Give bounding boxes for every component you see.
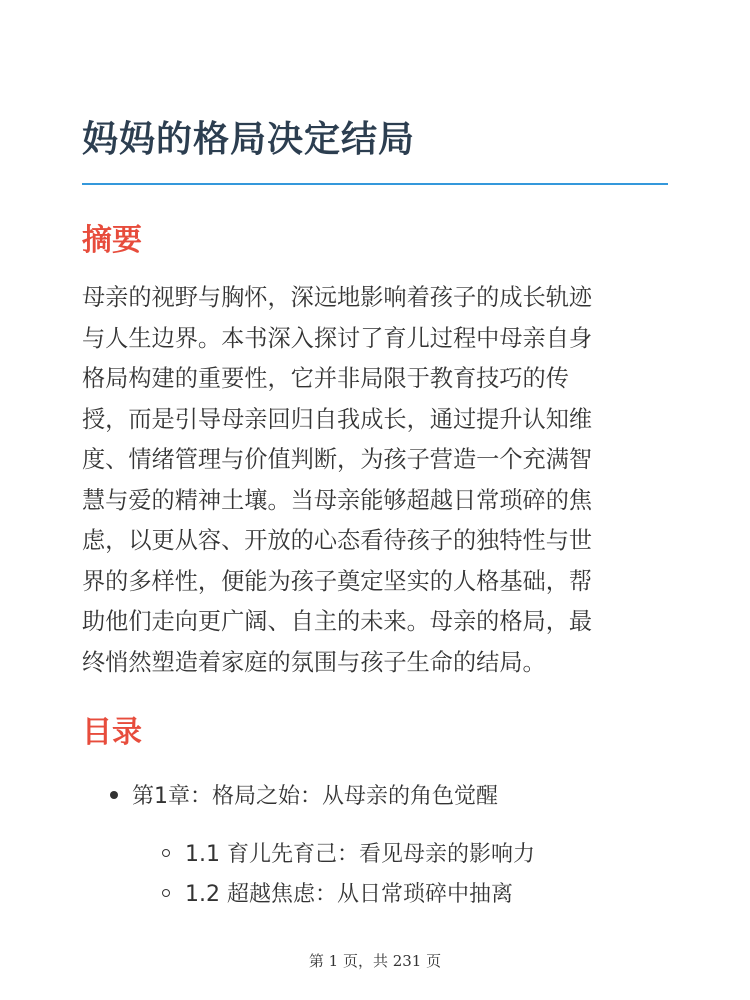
document-page <box>82 0 668 1000</box>
title-divider <box>82 183 668 185</box>
abstract-heading: 摘要 <box>82 223 142 258</box>
abstract-line: 度、情绪管理与价值判断，为孩子营造一个充满智 <box>82 446 593 473</box>
bullet-disc-icon <box>110 791 118 799</box>
abstract-paragraph <box>82 278 668 683</box>
toc-section-item[interactable] <box>162 876 513 914</box>
abstract-line: 慧与爱的精神土壤。当母亲能够超越日常琐碎的焦 <box>82 486 593 514</box>
abstract-line: 终悄然塑造着家庭的氛围与孩子生命的结局。 <box>82 648 546 676</box>
page-number-footer: 第 1 页，共 231 页 <box>308 952 442 970</box>
toc-heading: 目录 <box>82 715 142 750</box>
abstract-line: 助他们走向更广阔、自主的未来。母亲的格局，最 <box>82 608 593 635</box>
toc-section-label: 1.2 超越焦虑：从日常琐碎中抽离 <box>185 882 513 907</box>
toc-chapter-label: 第1章：格局之始：从母亲的角色觉醒 <box>132 784 498 809</box>
bullet-circle-icon <box>162 889 170 897</box>
abstract-line: 格局构建的重要性，它并非局限于教育技巧的传 <box>82 365 569 392</box>
abstract-line: 界的多样性，便能为孩子奠定坚实的人格基础，帮 <box>82 567 593 595</box>
abstract-line: 授，而是引导母亲回归自我成长，通过提升认知维 <box>82 405 593 433</box>
bullet-circle-icon <box>162 849 170 857</box>
toc-chapter-item[interactable] <box>110 778 498 816</box>
abstract-line: 与人生边界。本书深入探讨了育儿过程中母亲自身 <box>82 324 593 352</box>
abstract-line: 虑，以更从容、开放的心态看待孩子的独特性与世 <box>82 527 593 554</box>
document-title: 妈妈的格局决定结局 <box>82 119 416 160</box>
toc-section-label: 1.1 育儿先育己：看见母亲的影响力 <box>185 842 535 867</box>
toc-section-item[interactable] <box>162 836 535 874</box>
abstract-line: 母亲的视野与胸怀，深远地影响着孩子的成长轨迹 <box>82 284 593 311</box>
